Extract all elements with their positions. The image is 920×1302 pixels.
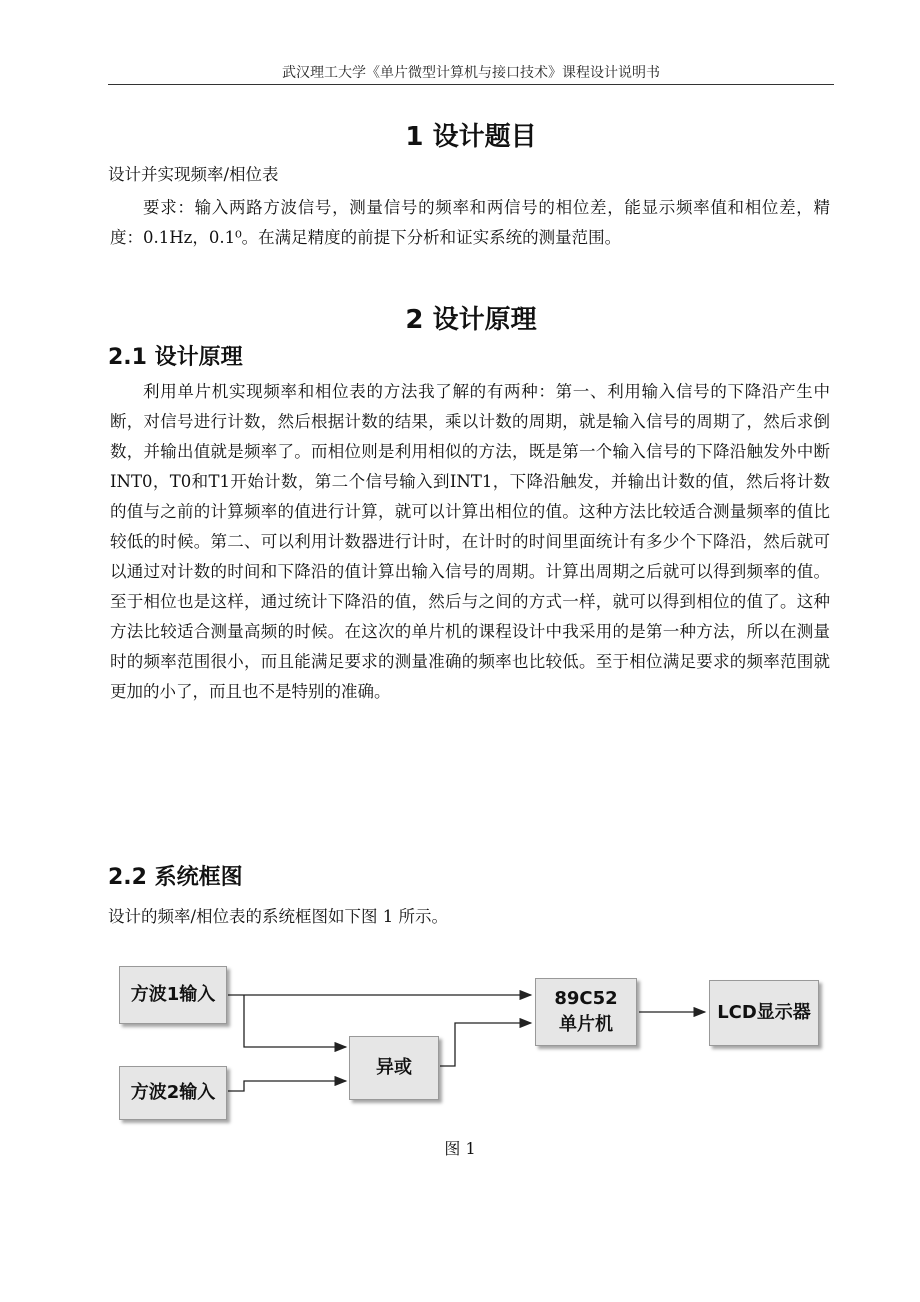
block-diagram-intro: 设计的频率/相位表的系统框图如下图 1 所示。 — [108, 907, 449, 926]
page-header: 武汉理工大学《单片微型计算机与接口技术》课程设计说明书 — [282, 65, 660, 81]
xor-gate-block: 异或 — [349, 1036, 439, 1100]
figure-caption: 图 1 — [444, 1139, 476, 1158]
section-2-title: 2 设计原理 — [405, 305, 537, 335]
square-wave-input-1-block: 方波1输入 — [119, 966, 227, 1024]
arrow-input1-to-xor — [244, 995, 346, 1047]
mcu-type-label: 单片机 — [559, 1014, 613, 1035]
mcu-89c52-block — [535, 978, 637, 1046]
arrow-xor-to-mcu — [440, 1023, 531, 1066]
requirement-paragraph: 要求：输入两路方波信号，测量信号的频率和两信号的相位差，能显示频率值和相位差，精度：0.1Hz，0.1⁰。在满足精度的前提下分析和证实系统的测量范围。 — [110, 198, 830, 247]
subsection-2-1-title: 2.1 设计原理 — [108, 345, 243, 370]
arrow-input2-to-xor — [228, 1081, 346, 1091]
principle-paragraph: 利用单片机实现频率和相位表的方法我了解的有两种：第一、利用输入信号的下降沿产生中断，对信号进行计数，然后根据计数的结果，乘以计数的周期，就是输入信号的周期了，然后求倒数，并输出值就是频率了。而相位则是利用相似的方法，既是第一个输入信号的下降沿触发外中断INT0，T0和T1开始计数，第二个信号输入到INT1，下降沿触发，并输出计数的值，然后将计数的值与之前的计算频率的值进行计算，就可以计算出相位的值。这种方法比较适合测量频率的值比较低的时候。第二、可以利用计数器进行计时，在计时的时间里面统计有多少个下降沿，然后就可以通过对计数的时间和下降沿的值计算出输入信号的周期。计算出周期之后就可以得到频率的值。至于相位也是这样，通过统计下降沿的值，然后与之间的方式一样，就可以得到相位的值了。这种方法比较适合测量高频的时候。在这次的单片机的课程设计中我采用的是第一种方法，所以在测量时的频率范围很小，而且能满足要求的测量准确的频率也比较低。至于相位满足要求的频率范围就更加的小了，而且也不是特别的准确。 — [110, 382, 830, 701]
square-wave-input-2-block: 方波2输入 — [119, 1066, 227, 1120]
mcu-model-label: 89C52 — [554, 988, 618, 1009]
section-1-title: 1 设计题目 — [405, 122, 537, 152]
design-topic: 设计并实现频率/相位表 — [108, 165, 279, 184]
lcd-display-block: LCD显示器 — [709, 980, 819, 1046]
subsection-2-2-title: 2.2 系统框图 — [108, 865, 243, 890]
